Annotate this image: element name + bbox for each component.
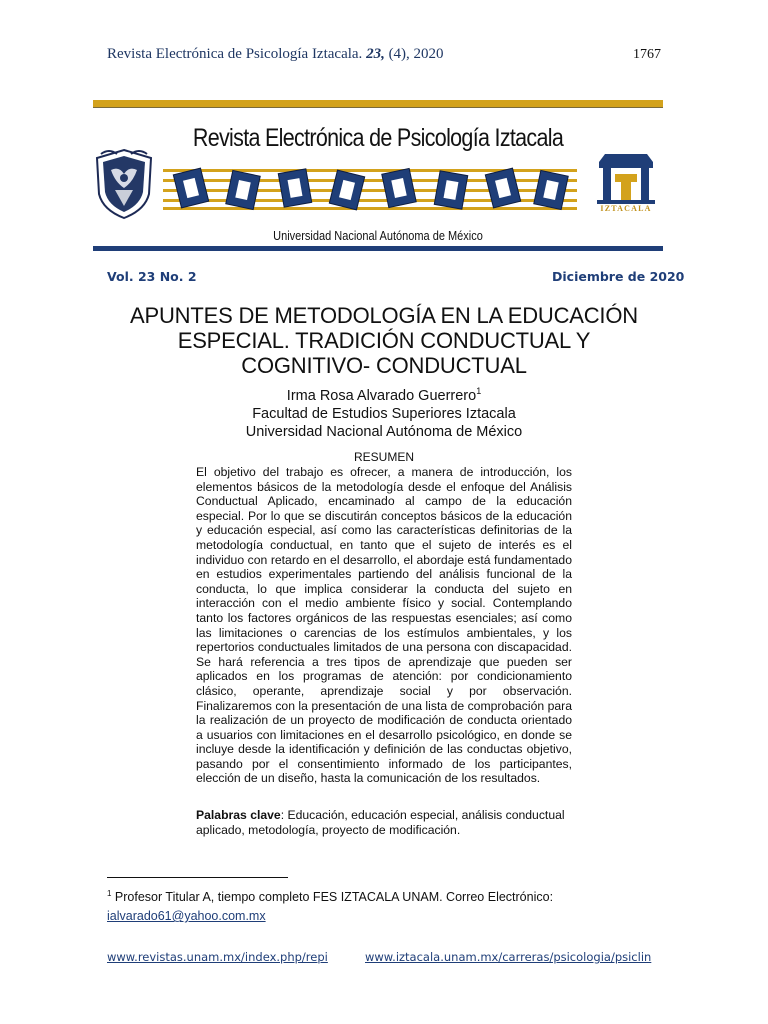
footnote-email-link[interactable]: ialvarado61@yahoo.com.mx [107,909,266,924]
article-title-line-3: COGNITIVO- CONDUCTUAL [241,353,527,378]
issue-volume: Vol. 23 No. 2 [107,269,197,284]
affiliation-university: Universidad Nacional Autónoma de México [245,423,523,440]
running-header-issue-year: (4), 2020 [388,46,444,62]
author-footnote-mark: 1 [476,386,482,396]
abstract-body: El objetivo del trabajo es ofrecer, a manera de introducción, los elementos básicos de la metodología desde el enfoque del Análisis Conductual Aplicado, encaminado al campo de la educación especial. Por lo que se discutirán conceptos básicos de la educación y educación especial, así como las características definitorias de la metodología conductual, en tanto que el sujeto de interés es el individuo con retardo en el desarrollo, el abordaje está fundamentado en estudios experimentales partiendo del análisis funcional de la conducta, lo que implica considerar la conducta del sujeto en interacción con el medio ambiente físico y social. Contemplando tanto los factores orgánicos de las respuestas esenciales; así como las limitaciones o carencias de los estímulos ambientales, y los repertorios conductuales limitados de una persona con discapacidad. Se hará referencia a tres tipos de aprendizaje que pueden ser aplicados en los programas de atención: por condicionamiento clásico, operante, aprendizaje social y por observación. Finalizaremos con la presentación de una lista de comprobación para la realización de un proyecto de modificación de conducta orientado a usuarios con limitaciones en el desarrollo psicológico, en donde se incluye desde la identificación y definición de las conductas objetivo, pasando por el consentimiento informado de los participantes, elección de un diseño, hasta la comunicación de los resultados. [196,465,572,786]
page-number: 1767 [633,47,661,62]
running-header-volume: 23, [366,46,385,62]
banner-bottom-rule [93,246,663,251]
article-title-line-1: APUNTES DE METODOLOGÍA EN LA EDUCACIÓN [130,303,638,328]
footnote-text: Profesor Titular A, tiempo completo FES IZTACALA UNAM. Correo Electrónico: [111,890,554,905]
keywords [196,808,572,837]
abstract-heading: RESUMEN [353,450,414,464]
banner-stripe-graphic [163,167,577,211]
author-name-line [100,382,668,405]
footnote-separator [107,877,288,878]
keywords-label: Palabras clave [196,808,281,822]
affiliation-faculty: Facultad de Estudios Superiores Iztacala [252,405,516,422]
footnote-mark: 1 [107,889,112,898]
unam-seal-logo [93,148,155,220]
running-header [107,46,444,63]
masthead-journal-name: Revista Electrónica de Psicología Iztacala [192,124,564,152]
footer-link-psiclin[interactable]: www.iztacala.unam.mx/carreras/psicologia/psiclin [365,950,652,964]
masthead-university: Universidad Nacional Autónoma de México [273,229,483,243]
footnote [107,884,627,926]
banner-top-rule [93,100,663,108]
author-block [100,382,668,441]
iztacala-logo-label: IZTACALA [600,204,652,213]
keywords-list: : Educación, educación especial, análisis conductual aplicado, metodología, proyecto de modificación. [196,808,565,837]
issue-date: Diciembre de 2020 [552,269,685,284]
author-name: Irma Rosa Alvarado Guerrero [286,387,477,404]
article-title-line-2: ESPECIAL. TRADICIÓN CONDUCTUAL Y [177,328,591,353]
footer-link-repi[interactable]: www.revistas.unam.mx/index.php/repi [107,950,328,964]
running-header-journal: Revista Electrónica de Psicología Iztacala. [107,46,363,62]
article-title [100,303,668,378]
